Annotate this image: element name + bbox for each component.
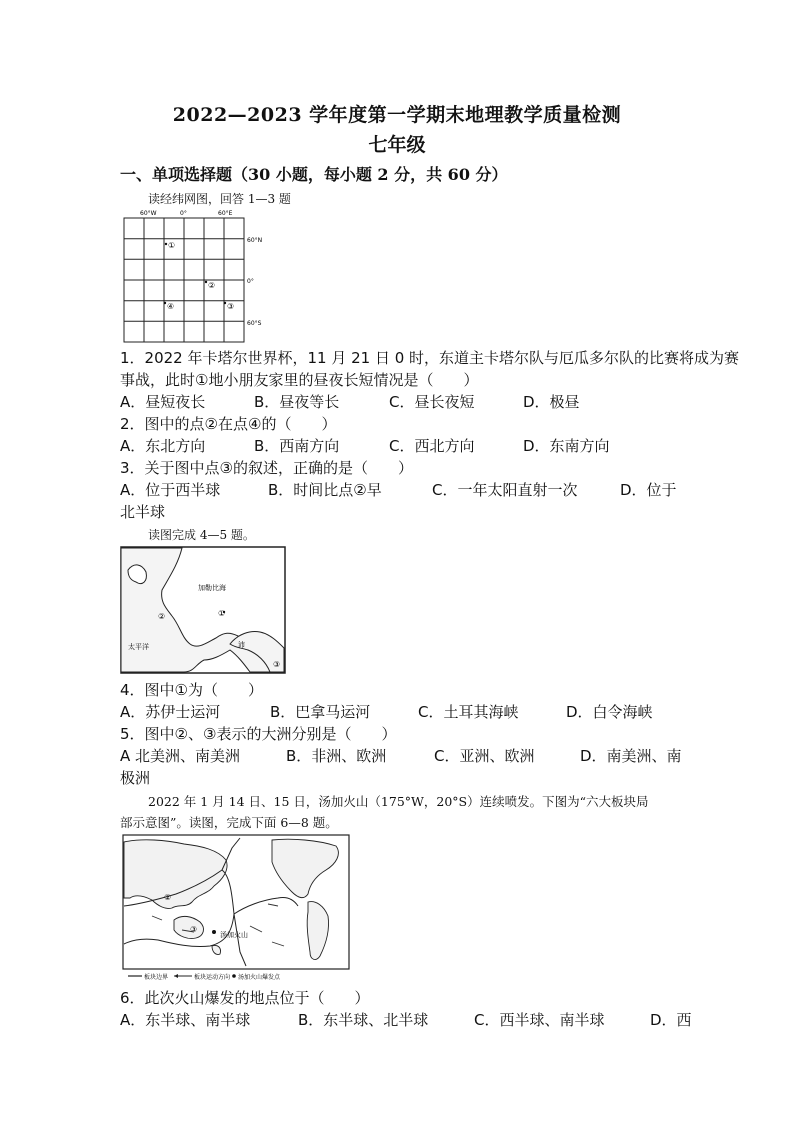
q5-option-a[interactable]: A 北美洲、南美洲 — [120, 747, 241, 765]
lat-long-grid-map — [118, 208, 278, 344]
point-3: ③ — [227, 302, 235, 311]
q4-text: 4．图中①为（ ） — [120, 681, 263, 699]
intro-q6-8-line1: 2022 年 1 月 14 日、15 日，汤加火山（175°W，20°S）连续喷发。下图为“六大板块局 — [148, 794, 649, 809]
intro-q4-5: 读图完成 4—5 题。 — [148, 528, 255, 542]
label-equator: 0° — [247, 278, 254, 285]
q1-option-a[interactable]: A．昼短夜长 — [120, 393, 206, 411]
legend-plate-boundary: 板块边界 — [144, 974, 169, 981]
legend-tonga-eruption: 汤加火山爆发点 — [238, 974, 281, 981]
plate-map — [122, 834, 350, 982]
q3-option-c[interactable]: C．一年太阳直射一次 — [432, 481, 578, 499]
q1-line1: 1．2022 年卡塔尔世界杯，11 月 21 日 0 时，东道主卡塔尔队与厄瓜多尔队的比赛将成为赛 — [120, 349, 740, 367]
label-60s: 60°S — [247, 320, 262, 327]
q5-option-d[interactable]: D．南美洲、南 — [580, 747, 682, 765]
label-0: 0° — [180, 210, 187, 217]
q4-option-c[interactable]: C．土耳其海峡 — [418, 703, 519, 721]
q5-option-b[interactable]: B．非洲、欧洲 — [286, 747, 387, 765]
section-heading: 一、单项选择题（30 小题，每小题 2 分，共 60 分） — [120, 165, 508, 184]
q6-option-a[interactable]: A．东半球、南半球 — [120, 1011, 251, 1029]
q2-option-a[interactable]: A．东北方向 — [120, 437, 206, 455]
pacific-ocean-label: 太平洋 — [128, 643, 149, 651]
point-1: ① — [168, 241, 176, 250]
caribbean-sea-label: 加勒比海 — [198, 584, 226, 592]
q1-line2: 事战，此时①地小朋友家里的昼夜长短情况是（ ） — [120, 371, 479, 389]
q3-option-d[interactable]: D．位于 — [620, 481, 677, 499]
q1-option-c[interactable]: C．昼长夜短 — [389, 393, 475, 411]
exam-title: 2022—2023 学年度第一学期末地理教学质量检测 — [172, 104, 622, 126]
q4-option-a[interactable]: A．苏伊士运河 — [120, 703, 221, 721]
q1-option-b[interactable]: B．昼夜等长 — [254, 393, 340, 411]
q3-option-b[interactable]: B．时间比点②早 — [268, 481, 382, 499]
q1-option-d[interactable]: D．极昼 — [523, 393, 580, 411]
q2-option-c[interactable]: C．西北方向 — [389, 437, 475, 455]
q4-option-b[interactable]: B．巴拿马运河 — [270, 703, 371, 721]
q5-text: 5．图中②、③表示的大洲分别是（ ） — [120, 725, 397, 743]
label-60e: 60°E — [218, 210, 233, 217]
plate-point-2: ② — [164, 893, 172, 902]
plate-point-3: ③ — [190, 925, 198, 934]
q4-option-d[interactable]: D．白令海峡 — [566, 703, 653, 721]
q3-text: 3．关于图中点③的叙述，正确的是（ ） — [120, 459, 413, 477]
label-60n: 60°N — [247, 237, 263, 244]
point-2: ② — [208, 281, 216, 290]
q3-option-a[interactable]: A．位于西半球 — [120, 481, 221, 499]
q5-option-d-wrap: 极洲 — [120, 769, 151, 787]
q6-text: 6．此次火山爆发的地点位于（ ） — [120, 989, 370, 1007]
label-60w: 60°W — [140, 210, 157, 217]
legend-plate-motion: 板块运动方向 — [194, 974, 231, 981]
q6-option-b[interactable]: B．东半球、北半球 — [298, 1011, 429, 1029]
map2-point-1: ① — [218, 609, 226, 618]
q2-option-b[interactable]: B．西南方向 — [254, 437, 340, 455]
panama-map — [120, 546, 286, 674]
map2-small-label: 沛 — [238, 641, 245, 649]
intro-q1-3: 读经纬网图，回答 1—3 题 — [148, 192, 291, 206]
map2-point-2: ② — [158, 612, 166, 621]
q6-option-c[interactable]: C．西半球、南半球 — [474, 1011, 605, 1029]
q2-option-d[interactable]: D．东南方向 — [523, 437, 610, 455]
q6-option-d[interactable]: D．西 — [650, 1011, 692, 1029]
intro-q6-8-line2: 部示意图”。读图，完成下面 6—8 题。 — [120, 815, 338, 830]
q5-option-c[interactable]: C．亚洲、欧洲 — [434, 747, 535, 765]
tonga-volcano-label: 汤加火山 — [220, 931, 248, 939]
point-4: ④ — [167, 302, 175, 311]
q2-text: 2．图中的点②在点④的（ ） — [120, 415, 337, 433]
grade-title: 七年级 — [368, 134, 426, 156]
q3-option-d-wrap: 北半球 — [120, 503, 166, 521]
map2-point-3: ③ — [273, 660, 281, 669]
